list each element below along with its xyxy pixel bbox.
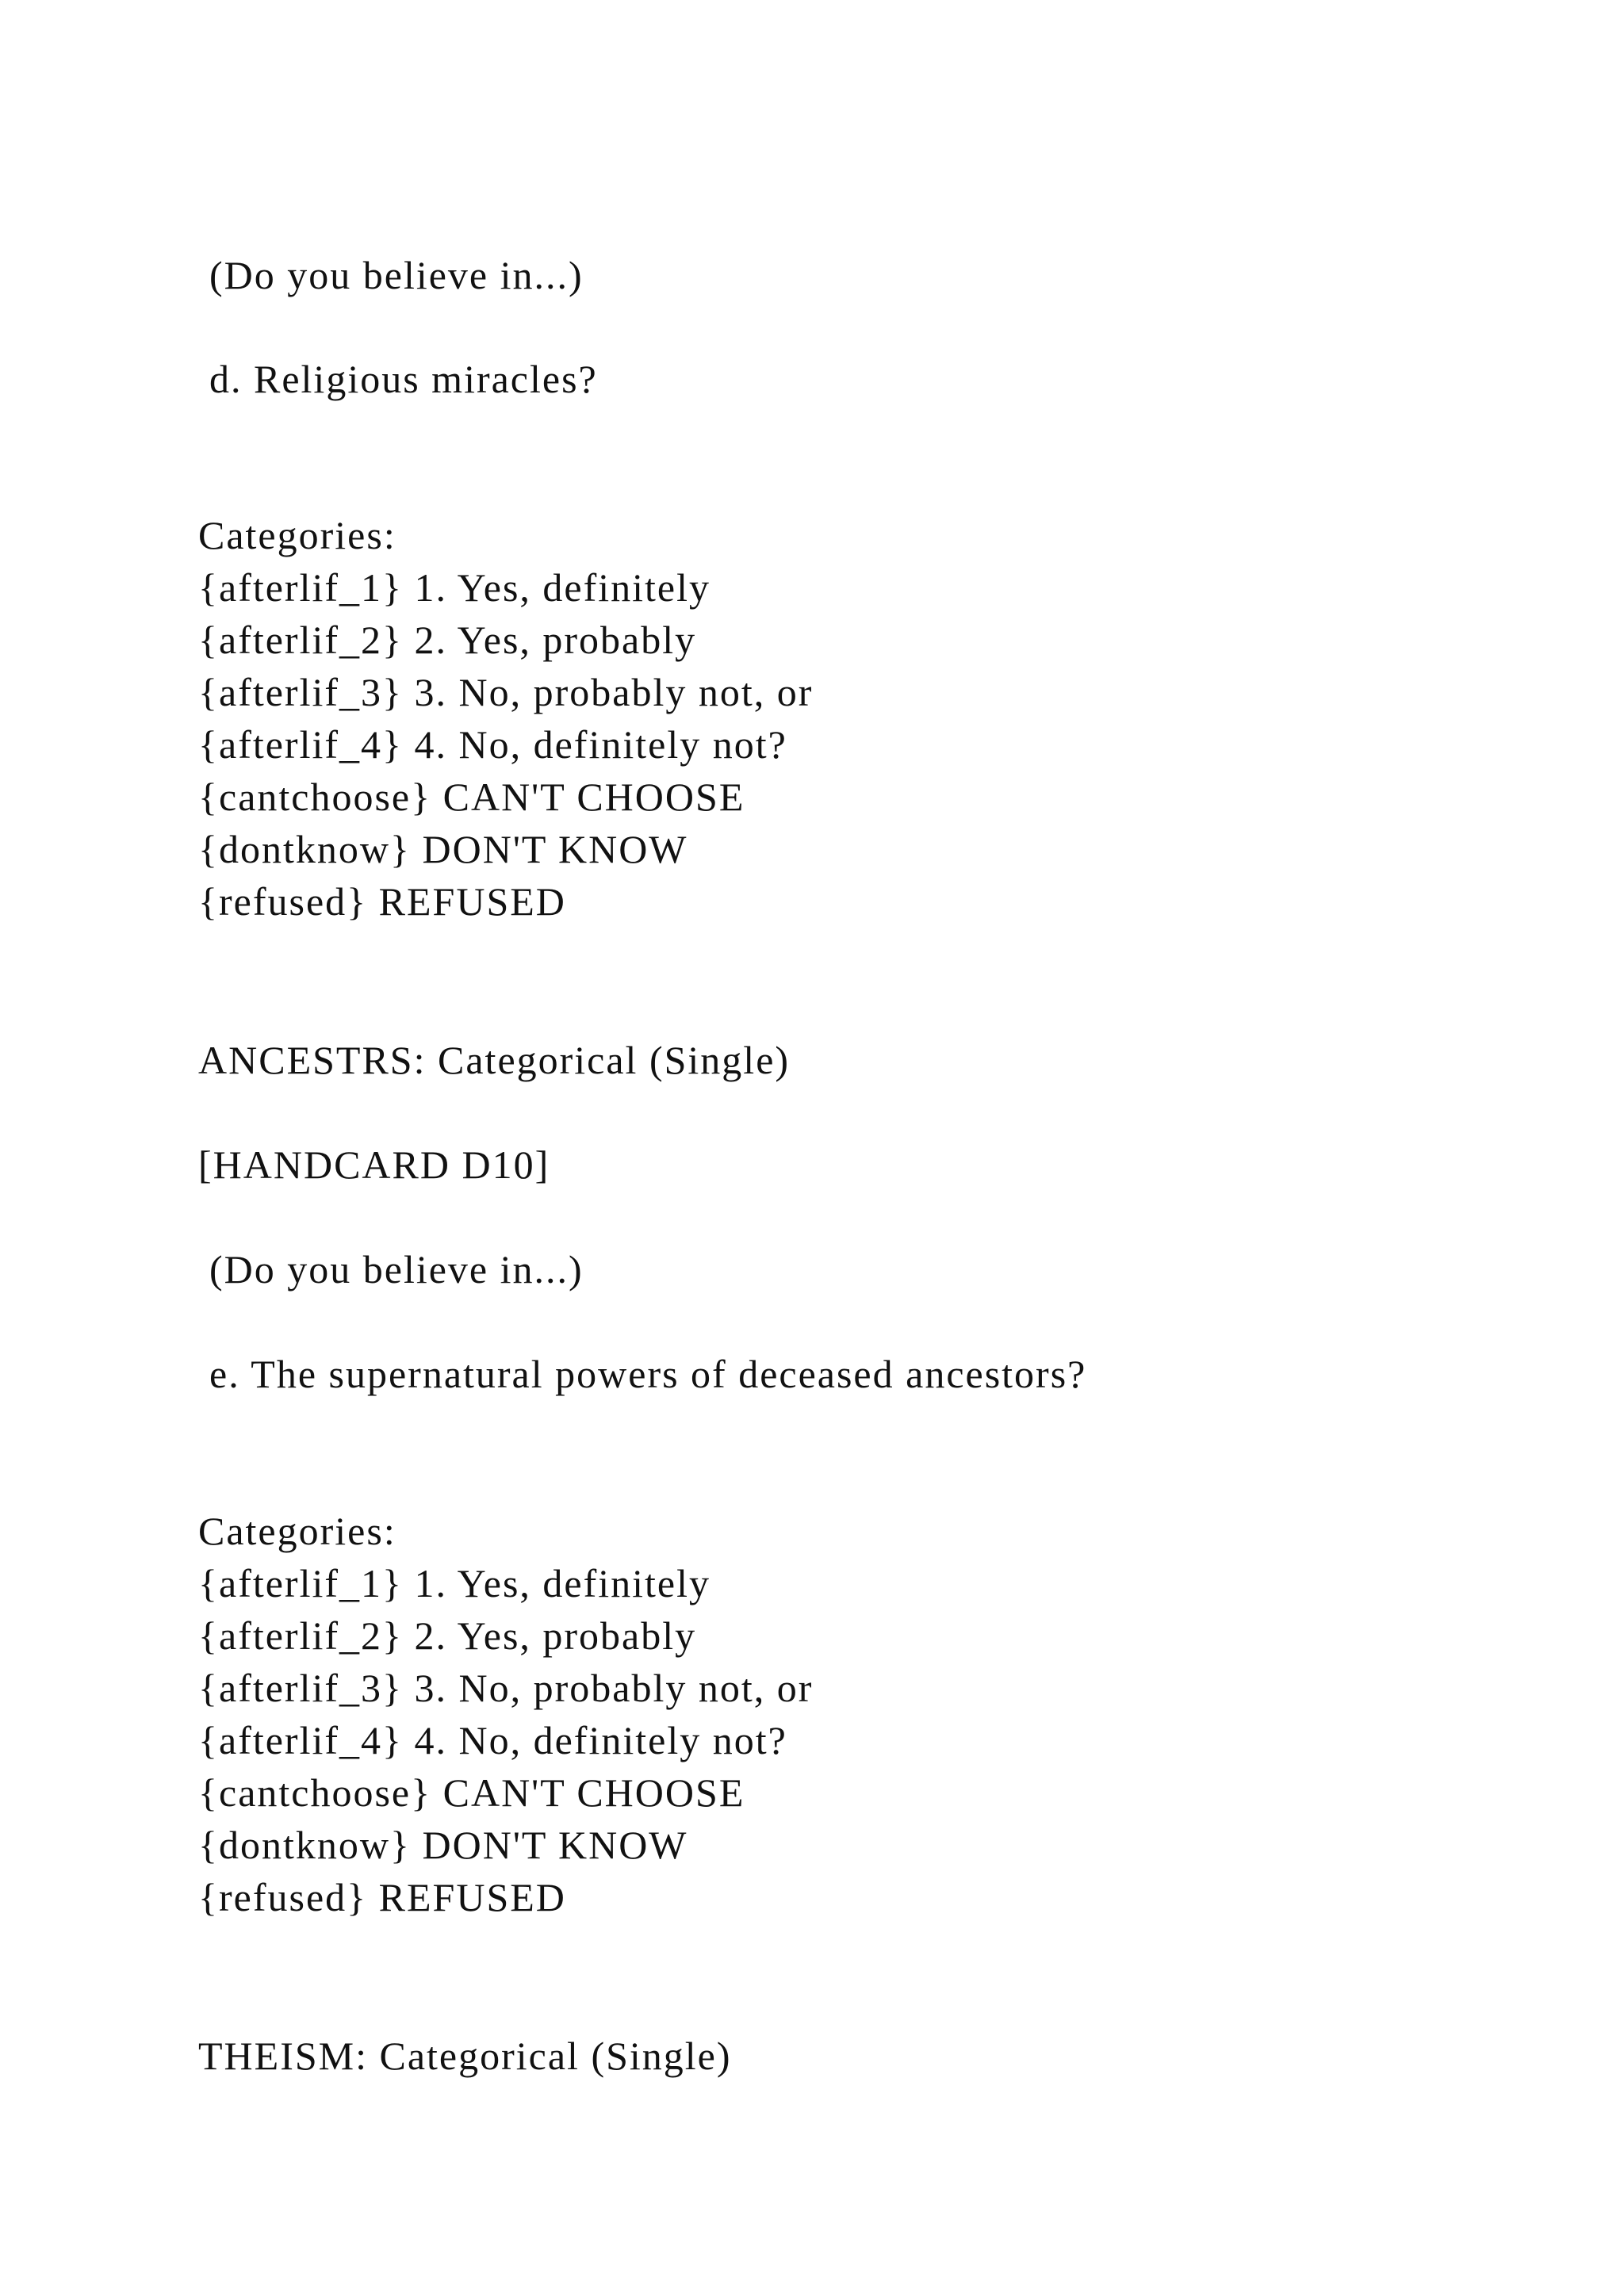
categories-heading: Categories: bbox=[198, 1509, 396, 1553]
question-prompt: (Do you believe in...) bbox=[209, 1247, 584, 1292]
category-item: {dontknow} DON'T KNOW bbox=[198, 827, 688, 871]
category-item: {afterlif_3} 3. No, probably not, or bbox=[198, 670, 814, 714]
category-item: {afterlif_2} 2. Yes, probably bbox=[198, 1613, 697, 1658]
category-item: {cantchoose} CAN'T CHOOSE bbox=[198, 1770, 745, 1815]
category-item: {afterlif_4} 4. No, definitely not? bbox=[198, 722, 787, 767]
category-item: {afterlif_3} 3. No, probably not, or bbox=[198, 1666, 814, 1710]
variable-heading: ANCESTRS: Categorical (Single) bbox=[198, 1038, 791, 1082]
category-item: {afterlif_4} 4. No, definitely not? bbox=[198, 1718, 787, 1762]
category-item: {refused} REFUSED bbox=[198, 1875, 566, 1919]
question-prompt: (Do you believe in...) bbox=[209, 253, 584, 297]
category-item: {cantchoose} CAN'T CHOOSE bbox=[198, 775, 745, 819]
category-item: {dontknow} DON'T KNOW bbox=[198, 1823, 688, 1867]
category-item: {afterlif_2} 2. Yes, probably bbox=[198, 618, 697, 662]
handcard-label: [HANDCARD D10] bbox=[198, 1142, 550, 1187]
variable-heading: THEISM: Categorical (Single) bbox=[198, 2034, 732, 2078]
category-item: {afterlif_1} 1. Yes, definitely bbox=[198, 1561, 711, 1605]
question-text: e. The supernatural powers of deceased ancestors? bbox=[209, 1352, 1087, 1396]
category-item: {refused} REFUSED bbox=[198, 879, 566, 924]
question-text: d. Religious miracles? bbox=[209, 357, 598, 401]
categories-heading: Categories: bbox=[198, 513, 396, 557]
category-item: {afterlif_1} 1. Yes, definitely bbox=[198, 565, 711, 610]
